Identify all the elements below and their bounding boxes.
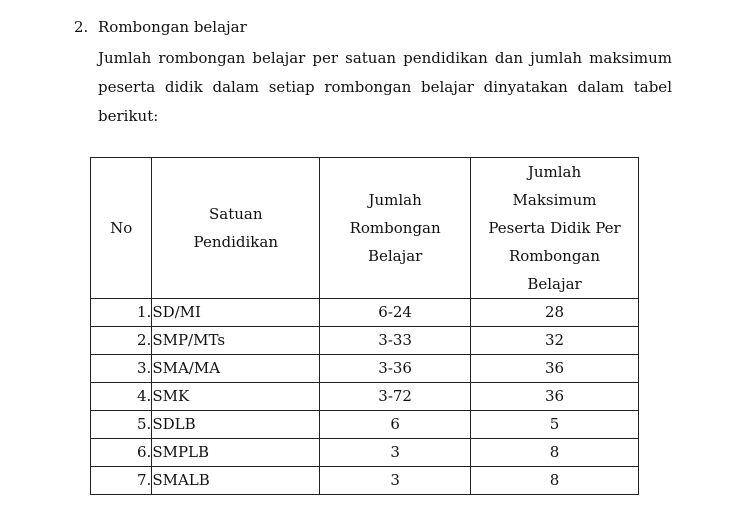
header-unit-line-2: Pendidikan — [193, 233, 278, 251]
table-row — [91, 299, 639, 327]
cell-max: 8 — [471, 467, 639, 495]
cell-max: 5 — [471, 411, 639, 439]
header-rombel-line-1: Jumlah — [368, 191, 422, 209]
section-title: Rombongan belajar — [98, 18, 247, 36]
cell-rombel: 6-24 — [320, 299, 471, 327]
header-max-line-2: Maksimum — [512, 191, 597, 209]
table-row — [91, 383, 639, 411]
table-row — [91, 327, 639, 355]
cell-rombel: 3-36 — [320, 355, 471, 383]
header-max-line-1: Jumlah — [527, 163, 582, 181]
cell-no: 3. — [91, 355, 152, 383]
table-header-row — [91, 158, 639, 299]
cell-rombel: 3 — [320, 439, 471, 467]
header-unit-line-1: Satuan — [209, 205, 263, 223]
header-no-label: No — [110, 219, 133, 237]
header-max-line-4: Rombongan — [508, 247, 601, 265]
cell-no: 7. — [91, 467, 152, 495]
table-row — [91, 467, 639, 495]
header-max-line-5: Belajar — [527, 275, 582, 293]
header-jumlah-rombongan — [320, 158, 471, 299]
cell-unit: SMP/MTs — [152, 327, 320, 355]
cell-no: 1. — [91, 299, 152, 327]
table-row — [91, 439, 639, 467]
cell-rombel: 3-72 — [320, 383, 471, 411]
header-rombel-line-2: Rombongan — [349, 219, 441, 237]
cell-unit: SMA/MA — [152, 355, 320, 383]
rombel-table — [90, 157, 639, 495]
cell-rombel: 6 — [320, 411, 471, 439]
cell-max: 36 — [471, 355, 639, 383]
section-paragraph: Jumlah rombongan belajar per satuan pendidikan dan jumlah maksimum peserta didik dalam setiap rombongan belajar dinyatakan dalam tabel berikut: — [98, 49, 672, 125]
cell-unit: SMALB — [152, 467, 320, 495]
cell-max: 28 — [471, 299, 639, 327]
header-rombel-line-3: Belajar — [367, 247, 423, 265]
cell-no: 5. — [91, 411, 152, 439]
cell-no: 6. — [91, 439, 152, 467]
cell-unit: SD/MI — [152, 299, 320, 327]
section-heading — [74, 16, 247, 38]
table-row — [91, 411, 639, 439]
cell-unit: SDLB — [152, 411, 320, 439]
header-satuan-pendidikan — [152, 158, 320, 299]
header-no — [91, 158, 152, 299]
cell-rombel: 3-33 — [320, 327, 471, 355]
cell-max: 8 — [471, 439, 639, 467]
cell-no: 4. — [91, 383, 152, 411]
cell-unit: SMPLB — [152, 439, 320, 467]
table-row — [91, 355, 639, 383]
cell-max: 36 — [471, 383, 639, 411]
section-number: 2. — [74, 18, 89, 36]
header-jumlah-maksimum — [471, 158, 639, 299]
cell-max: 32 — [471, 327, 639, 355]
cell-rombel: 3 — [320, 467, 471, 495]
cell-unit: SMK — [152, 383, 320, 411]
cell-no: 2. — [91, 327, 152, 355]
header-max-line-3: Peserta Didik Per — [488, 219, 621, 237]
